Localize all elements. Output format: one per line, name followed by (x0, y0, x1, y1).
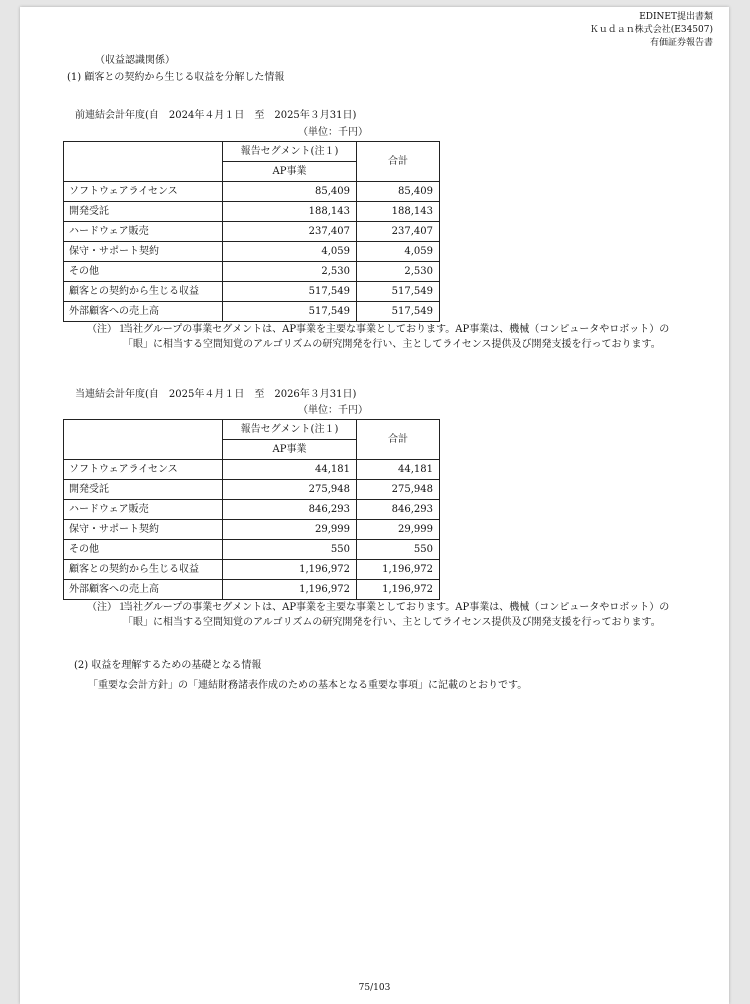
row-label: 顧客との契約から生じる収益 (64, 282, 223, 302)
row-label: 開発受託 (64, 202, 223, 222)
row-label: ハードウェア販売 (64, 222, 223, 242)
row-label: ソフトウェアライセンス (64, 182, 223, 202)
table-row (64, 520, 440, 540)
row-total-value: 237,407 (357, 222, 440, 242)
row-label: その他 (64, 540, 223, 560)
curr-note-text: 当社グループの事業セグメントは、AP事業を主要な事業としております。AP事業は、機械（コンピュータやロボット）の「眼」に相当する空間知覚のアルゴリズムの研究開発を行い、主としてライセンス提供及び開発支援を行っております。 (123, 602, 670, 628)
row-total-value: 275,948 (357, 480, 440, 500)
col-header-ap: AP事業 (223, 440, 357, 460)
row-label: 外部顧客への売上高 (64, 302, 223, 322)
row-label: 保守・サポート契約 (64, 242, 223, 262)
table-row (64, 262, 440, 282)
table-row (64, 560, 440, 580)
table-row (64, 202, 440, 222)
section-title: （収益認識関係） (95, 55, 175, 66)
table-corner-cell (64, 142, 223, 182)
col-header-total: 合計 (357, 142, 440, 182)
row-total-value: 1,196,972 (357, 560, 440, 580)
col-header-ap: AP事業 (223, 162, 357, 182)
curr-revenue-table (63, 419, 440, 600)
row-total-value: 85,409 (357, 182, 440, 202)
header-report-type: 有価証券報告書 (649, 38, 713, 48)
table-row (64, 282, 440, 302)
prev-period-label: 前連結会計年度(自 2024年４月１日 至 2025年３月31日) (75, 110, 357, 121)
row-label: その他 (64, 262, 223, 282)
row-label: 開発受託 (64, 480, 223, 500)
subsection-1-title: (1) 顧客との契約から生じる収益を分解した情報 (67, 72, 285, 83)
col-header-segment: 報告セグメント(注１) (223, 142, 357, 162)
table-row (64, 580, 440, 600)
page-number: 75/103 (358, 983, 391, 993)
table-row (64, 242, 440, 262)
subsection-2-text: 「重要な会計方針」の「連結財務諸表作成のための基本となる重要な事項」に記載のとおりです。 (88, 680, 528, 691)
row-total-value: 2,530 (357, 262, 440, 282)
row-total-value: 188,143 (357, 202, 440, 222)
table-row (64, 540, 440, 560)
row-label: ソフトウェアライセンス (64, 460, 223, 480)
row-ap-value: 846,293 (223, 500, 357, 520)
curr-period-label: 当連結会計年度(自 2025年４月１日 至 2026年３月31日) (75, 389, 357, 400)
row-ap-value: 237,407 (223, 222, 357, 242)
row-label: 顧客との契約から生じる収益 (64, 560, 223, 580)
curr-unit-label: （単位：千円） (298, 405, 368, 416)
row-ap-value: 517,549 (223, 302, 357, 322)
col-header-total: 合計 (357, 420, 440, 460)
row-total-value: 846,293 (357, 500, 440, 520)
prev-note-text: 当社グループの事業セグメントは、AP事業を主要な事業としております。AP事業は、機械（コンピュータやロボット）の「眼」に相当する空間知覚のアルゴリズムの研究開発を行い、主としてライセンス提供及び開発支援を行っております。 (123, 324, 670, 350)
row-total-value: 1,196,972 (357, 580, 440, 600)
row-label: 外部顧客への売上高 (64, 580, 223, 600)
row-ap-value: 1,196,972 (223, 580, 357, 600)
row-ap-value: 29,999 (223, 520, 357, 540)
row-ap-value: 550 (223, 540, 357, 560)
row-total-value: 517,549 (357, 302, 440, 322)
table-corner-cell (64, 420, 223, 460)
row-total-value: 29,999 (357, 520, 440, 540)
table-row (64, 480, 440, 500)
header-company: Ｋｕｄａｎ株式会社(E34507) (589, 25, 713, 35)
page-header (590, 11, 713, 50)
table-row (64, 500, 440, 520)
prev-note-lead: （注）１． (87, 324, 137, 335)
subsection-2-title: (2) 収益を理解するための基礎となる情報 (74, 660, 262, 671)
table-row (64, 182, 440, 202)
document-page (20, 7, 729, 1004)
table-row (64, 460, 440, 480)
table-row (64, 222, 440, 242)
row-ap-value: 1,196,972 (223, 560, 357, 580)
row-ap-value: 4,059 (223, 242, 357, 262)
curr-note-lead: （注）１． (87, 602, 137, 613)
row-label: 保守・サポート契約 (64, 520, 223, 540)
row-ap-value: 85,409 (223, 182, 357, 202)
header-filing-type: EDINET提出書類 (639, 12, 713, 22)
row-ap-value: 188,143 (223, 202, 357, 222)
row-ap-value: 44,181 (223, 460, 357, 480)
prev-unit-label: （単位：千円） (298, 127, 368, 138)
row-total-value: 550 (357, 540, 440, 560)
row-total-value: 44,181 (357, 460, 440, 480)
row-ap-value: 275,948 (223, 480, 357, 500)
row-ap-value: 2,530 (223, 262, 357, 282)
row-total-value: 517,549 (357, 282, 440, 302)
table-row (64, 302, 440, 322)
col-header-segment: 報告セグメント(注１) (223, 420, 357, 440)
row-ap-value: 517,549 (223, 282, 357, 302)
row-label: ハードウェア販売 (64, 500, 223, 520)
row-total-value: 4,059 (357, 242, 440, 262)
prev-revenue-table (63, 141, 440, 322)
